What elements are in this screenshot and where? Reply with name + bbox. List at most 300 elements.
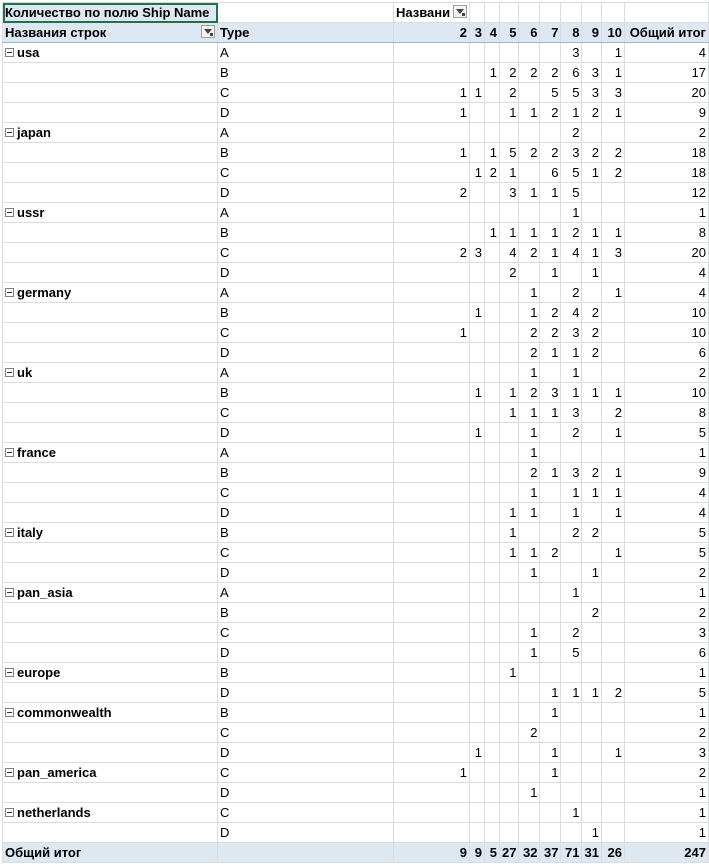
value-cell[interactable] [470, 683, 485, 703]
type-cell[interactable]: D [218, 183, 394, 203]
value-cell[interactable]: 1 [500, 383, 519, 403]
collapse-icon[interactable] [5, 768, 14, 777]
value-cell[interactable] [500, 443, 519, 463]
value-cell[interactable]: 5 [561, 83, 582, 103]
value-cell[interactable]: 3 [601, 83, 624, 103]
collapse-icon[interactable] [5, 588, 14, 597]
value-cell[interactable] [485, 403, 500, 423]
value-cell[interactable]: 1 [540, 703, 561, 723]
value-cell[interactable]: 1 [500, 163, 519, 183]
value-cell[interactable]: 2 [582, 103, 601, 123]
value-cell[interactable] [582, 723, 601, 743]
row-total-cell[interactable]: 4 [624, 43, 708, 63]
value-cell[interactable]: 2 [500, 263, 519, 283]
value-cell[interactable] [601, 783, 624, 803]
value-cell[interactable]: 1 [561, 503, 582, 523]
value-cell[interactable]: 1 [561, 343, 582, 363]
value-cell[interactable] [470, 363, 485, 383]
value-cell[interactable]: 1 [601, 43, 624, 63]
value-cell[interactable] [561, 563, 582, 583]
value-cell[interactable] [485, 243, 500, 263]
empty-cell[interactable] [3, 343, 218, 363]
value-cell[interactable] [582, 543, 601, 563]
value-cell[interactable] [470, 323, 485, 343]
value-cell[interactable] [485, 563, 500, 583]
value-cell[interactable] [500, 343, 519, 363]
row-filter-icon[interactable] [201, 25, 215, 38]
value-cell[interactable] [519, 703, 540, 723]
value-cell[interactable] [500, 563, 519, 583]
row-total-cell[interactable]: 4 [624, 283, 708, 303]
value-cell[interactable]: 2 [582, 323, 601, 343]
value-cell[interactable] [500, 603, 519, 623]
value-cell[interactable] [500, 763, 519, 783]
value-cell[interactable] [485, 303, 500, 323]
type-cell[interactable]: B [218, 663, 394, 683]
value-cell[interactable]: 1 [394, 763, 470, 783]
value-cell[interactable]: 5 [540, 83, 561, 103]
value-cell[interactable] [394, 723, 470, 743]
value-cell[interactable]: 1 [519, 543, 540, 563]
row-total-cell[interactable]: 10 [624, 303, 708, 323]
type-cell[interactable]: C [218, 763, 394, 783]
value-cell[interactable] [394, 503, 470, 523]
value-cell[interactable]: 1 [540, 763, 561, 783]
value-cell[interactable] [540, 443, 561, 463]
grand-total-sum[interactable]: 247 [624, 843, 708, 863]
value-cell[interactable]: 1 [519, 503, 540, 523]
value-cell[interactable]: 1 [470, 743, 485, 763]
grand-total-value[interactable]: 26 [601, 843, 624, 863]
value-cell[interactable]: 2 [540, 543, 561, 563]
value-cell[interactable]: 1 [601, 383, 624, 403]
value-cell[interactable] [582, 203, 601, 223]
type-cell[interactable]: D [218, 563, 394, 583]
value-cell[interactable]: 1 [601, 223, 624, 243]
value-cell[interactable]: 1 [582, 163, 601, 183]
value-cell[interactable] [470, 563, 485, 583]
value-cell[interactable] [485, 203, 500, 223]
value-cell[interactable] [485, 423, 500, 443]
value-cell[interactable] [540, 623, 561, 643]
value-cell[interactable]: 2 [601, 143, 624, 163]
row-total-cell[interactable]: 6 [624, 643, 708, 663]
value-cell[interactable]: 1 [470, 303, 485, 323]
value-cell[interactable] [500, 423, 519, 443]
value-cell[interactable]: 1 [394, 83, 470, 103]
value-cell[interactable]: 1 [582, 243, 601, 263]
country-cell-commonwealth[interactable] [3, 703, 218, 723]
value-cell[interactable] [540, 723, 561, 743]
row-total-cell[interactable]: 20 [624, 243, 708, 263]
column-header-3[interactable]: 3 [470, 23, 485, 43]
value-cell[interactable]: 1 [519, 623, 540, 643]
type-cell[interactable]: C [218, 163, 394, 183]
row-total-cell[interactable]: 1 [624, 203, 708, 223]
row-total-cell[interactable]: 8 [624, 403, 708, 423]
grand-total-value[interactable]: 9 [394, 843, 470, 863]
value-cell[interactable]: 3 [561, 323, 582, 343]
value-cell[interactable] [540, 483, 561, 503]
empty-cell[interactable] [3, 743, 218, 763]
value-cell[interactable]: 3 [561, 43, 582, 63]
empty-cell[interactable] [3, 183, 218, 203]
value-cell[interactable] [519, 583, 540, 603]
value-cell[interactable]: 1 [582, 223, 601, 243]
value-cell[interactable] [519, 263, 540, 283]
collapse-icon[interactable] [5, 288, 14, 297]
empty-cell[interactable] [3, 103, 218, 123]
value-cell[interactable]: 2 [540, 63, 561, 83]
value-cell[interactable]: 1 [500, 223, 519, 243]
value-cell[interactable] [500, 803, 519, 823]
value-cell[interactable]: 1 [519, 783, 540, 803]
value-cell[interactable] [470, 583, 485, 603]
value-cell[interactable] [470, 703, 485, 723]
type-cell[interactable]: C [218, 243, 394, 263]
value-cell[interactable] [394, 423, 470, 443]
row-total-cell[interactable]: 4 [624, 483, 708, 503]
row-total-cell[interactable]: 1 [624, 803, 708, 823]
collapse-icon[interactable] [5, 48, 14, 57]
grand-total-value[interactable]: 9 [470, 843, 485, 863]
value-cell[interactable]: 1 [500, 663, 519, 683]
type-cell[interactable]: C [218, 543, 394, 563]
value-cell[interactable]: 2 [519, 723, 540, 743]
row-total-cell[interactable]: 5 [624, 523, 708, 543]
value-cell[interactable]: 4 [561, 303, 582, 323]
empty-cell[interactable] [3, 623, 218, 643]
value-cell[interactable]: 2 [519, 463, 540, 483]
value-cell[interactable]: 1 [519, 283, 540, 303]
value-cell[interactable] [582, 783, 601, 803]
value-cell[interactable]: 1 [519, 223, 540, 243]
value-cell[interactable] [470, 63, 485, 83]
value-cell[interactable] [601, 643, 624, 663]
type-cell[interactable]: A [218, 203, 394, 223]
value-cell[interactable] [394, 563, 470, 583]
collapse-icon[interactable] [5, 448, 14, 457]
value-cell[interactable] [470, 783, 485, 803]
value-cell[interactable]: 1 [485, 143, 500, 163]
value-cell[interactable]: 1 [561, 683, 582, 703]
type-cell[interactable]: B [218, 523, 394, 543]
value-cell[interactable] [601, 723, 624, 743]
value-cell[interactable] [485, 123, 500, 143]
empty-cell[interactable] [3, 483, 218, 503]
value-cell[interactable] [601, 563, 624, 583]
value-cell[interactable] [485, 643, 500, 663]
value-cell[interactable] [485, 603, 500, 623]
type-cell[interactable]: B [218, 63, 394, 83]
row-labels-header[interactable] [3, 23, 218, 43]
type-cell[interactable]: D [218, 643, 394, 663]
value-cell[interactable] [519, 663, 540, 683]
value-cell[interactable] [470, 43, 485, 63]
value-cell[interactable] [561, 603, 582, 623]
value-cell[interactable]: 1 [601, 543, 624, 563]
type-cell[interactable]: C [218, 483, 394, 503]
value-cell[interactable]: 2 [519, 383, 540, 403]
value-cell[interactable] [500, 123, 519, 143]
row-total-cell[interactable]: 9 [624, 103, 708, 123]
country-cell-europe[interactable] [3, 663, 218, 683]
value-cell[interactable] [470, 803, 485, 823]
column-header-6[interactable]: 6 [519, 23, 540, 43]
value-cell[interactable]: 2 [582, 343, 601, 363]
type-cell[interactable]: B [218, 383, 394, 403]
value-cell[interactable] [582, 43, 601, 63]
value-cell[interactable] [519, 43, 540, 63]
value-cell[interactable] [500, 323, 519, 343]
value-cell[interactable] [582, 583, 601, 603]
value-cell[interactable] [540, 43, 561, 63]
value-cell[interactable]: 1 [470, 163, 485, 183]
value-cell[interactable]: 1 [582, 383, 601, 403]
row-total-cell[interactable]: 2 [624, 363, 708, 383]
value-cell[interactable]: 1 [540, 263, 561, 283]
value-cell[interactable] [540, 583, 561, 603]
value-cell[interactable]: 1 [601, 503, 624, 523]
value-cell[interactable]: 1 [582, 483, 601, 503]
type-cell[interactable]: D [218, 503, 394, 523]
value-cell[interactable]: 2 [519, 243, 540, 263]
type-cell[interactable]: D [218, 103, 394, 123]
value-cell[interactable] [394, 343, 470, 363]
value-cell[interactable]: 3 [540, 383, 561, 403]
value-cell[interactable] [485, 703, 500, 723]
value-cell[interactable] [601, 583, 624, 603]
country-cell-uk[interactable] [3, 363, 218, 383]
value-cell[interactable] [394, 63, 470, 83]
value-cell[interactable] [561, 663, 582, 683]
type-cell[interactable]: D [218, 683, 394, 703]
row-total-cell[interactable]: 2 [624, 563, 708, 583]
row-total-cell[interactable]: 17 [624, 63, 708, 83]
empty-cell[interactable] [3, 603, 218, 623]
value-cell[interactable]: 1 [582, 683, 601, 703]
value-cell[interactable]: 3 [561, 403, 582, 423]
type-cell[interactable]: A [218, 123, 394, 143]
value-cell[interactable] [519, 603, 540, 623]
value-cell[interactable]: 2 [582, 143, 601, 163]
value-cell[interactable]: 1 [540, 183, 561, 203]
value-cell[interactable] [470, 103, 485, 123]
value-cell[interactable] [470, 483, 485, 503]
value-cell[interactable] [470, 603, 485, 623]
type-cell[interactable]: D [218, 263, 394, 283]
value-cell[interactable]: 1 [540, 463, 561, 483]
row-total-cell[interactable]: 1 [624, 443, 708, 463]
empty-cell[interactable] [3, 63, 218, 83]
value-cell[interactable]: 1 [519, 303, 540, 323]
row-total-cell[interactable]: 9 [624, 463, 708, 483]
value-cell[interactable] [470, 723, 485, 743]
value-cell[interactable] [540, 523, 561, 543]
value-cell[interactable]: 2 [601, 683, 624, 703]
value-cell[interactable] [519, 523, 540, 543]
value-cell[interactable] [485, 483, 500, 503]
value-cell[interactable]: 3 [582, 63, 601, 83]
column-field-header[interactable] [394, 3, 470, 23]
value-cell[interactable]: 2 [561, 123, 582, 143]
value-cell[interactable]: 5 [561, 643, 582, 663]
value-cell[interactable]: 1 [519, 483, 540, 503]
value-cell[interactable]: 1 [519, 403, 540, 423]
row-total-cell[interactable]: 18 [624, 143, 708, 163]
value-cell[interactable] [394, 783, 470, 803]
value-cell[interactable] [394, 363, 470, 383]
empty-cell[interactable] [3, 783, 218, 803]
value-cell[interactable]: 1 [470, 383, 485, 403]
value-cell[interactable] [519, 83, 540, 103]
value-cell[interactable] [500, 303, 519, 323]
value-cell[interactable] [540, 283, 561, 303]
value-cell[interactable] [394, 283, 470, 303]
value-cell[interactable] [470, 403, 485, 423]
empty-cell[interactable] [218, 843, 394, 863]
empty-cell[interactable] [519, 3, 540, 23]
value-cell[interactable] [601, 823, 624, 843]
value-cell[interactable] [601, 343, 624, 363]
value-cell[interactable]: 1 [582, 563, 601, 583]
value-cell[interactable] [470, 623, 485, 643]
value-cell[interactable] [500, 483, 519, 503]
empty-cell[interactable] [624, 3, 708, 23]
type-cell[interactable]: A [218, 583, 394, 603]
value-cell[interactable] [485, 803, 500, 823]
empty-cell[interactable] [3, 163, 218, 183]
value-cell[interactable] [601, 303, 624, 323]
value-cell[interactable] [582, 763, 601, 783]
type-cell[interactable]: B [218, 223, 394, 243]
value-cell[interactable] [485, 183, 500, 203]
value-cell[interactable] [582, 803, 601, 823]
value-cell[interactable] [394, 303, 470, 323]
value-cell[interactable]: 1 [519, 103, 540, 123]
value-cell[interactable] [485, 723, 500, 743]
value-cell[interactable]: 2 [582, 303, 601, 323]
value-cell[interactable]: 1 [540, 743, 561, 763]
value-cell[interactable] [470, 643, 485, 663]
type-cell[interactable]: C [218, 403, 394, 423]
value-cell[interactable] [500, 583, 519, 603]
country-cell-italy[interactable] [3, 523, 218, 543]
value-cell[interactable]: 2 [394, 183, 470, 203]
value-cell[interactable] [500, 623, 519, 643]
value-cell[interactable] [485, 503, 500, 523]
value-cell[interactable]: 3 [561, 463, 582, 483]
value-cell[interactable] [500, 43, 519, 63]
value-cell[interactable] [500, 703, 519, 723]
country-cell-pan_asia[interactable] [3, 583, 218, 603]
value-cell[interactable] [470, 203, 485, 223]
value-cell[interactable] [540, 643, 561, 663]
value-cell[interactable]: 1 [601, 463, 624, 483]
value-cell[interactable] [561, 763, 582, 783]
value-cell[interactable]: 2 [485, 163, 500, 183]
row-total-cell[interactable]: 10 [624, 323, 708, 343]
value-cell[interactable] [561, 723, 582, 743]
column-header-10[interactable]: 10 [601, 23, 624, 43]
value-cell[interactable]: 1 [540, 683, 561, 703]
value-cell[interactable] [485, 343, 500, 363]
value-cell[interactable] [470, 343, 485, 363]
type-header[interactable]: Type [218, 23, 394, 43]
value-cell[interactable] [394, 383, 470, 403]
value-cell[interactable] [485, 783, 500, 803]
value-cell[interactable] [519, 163, 540, 183]
empty-cell[interactable] [3, 463, 218, 483]
value-cell[interactable]: 1 [561, 583, 582, 603]
value-cell[interactable]: 5 [561, 183, 582, 203]
value-cell[interactable]: 1 [519, 643, 540, 663]
grand-total-value[interactable]: 31 [582, 843, 601, 863]
value-cell[interactable] [500, 203, 519, 223]
value-cell[interactable] [519, 743, 540, 763]
row-total-cell[interactable]: 2 [624, 123, 708, 143]
country-cell-japan[interactable] [3, 123, 218, 143]
type-cell[interactable]: B [218, 303, 394, 323]
value-cell[interactable] [582, 443, 601, 463]
value-cell[interactable] [601, 523, 624, 543]
empty-cell[interactable] [500, 3, 519, 23]
type-cell[interactable]: D [218, 743, 394, 763]
type-cell[interactable]: B [218, 603, 394, 623]
value-cell[interactable]: 1 [582, 823, 601, 843]
value-cell[interactable] [561, 743, 582, 763]
collapse-icon[interactable] [5, 808, 14, 817]
row-total-cell[interactable]: 5 [624, 423, 708, 443]
grand-total-header[interactable]: Общий итог [624, 23, 708, 43]
empty-cell[interactable] [3, 263, 218, 283]
empty-cell[interactable] [3, 323, 218, 343]
value-cell[interactable]: 1 [519, 183, 540, 203]
value-cell[interactable]: 1 [601, 743, 624, 763]
type-cell[interactable]: D [218, 423, 394, 443]
value-cell[interactable]: 1 [500, 103, 519, 123]
value-cell[interactable] [500, 683, 519, 703]
type-cell[interactable]: A [218, 43, 394, 63]
empty-cell[interactable] [3, 503, 218, 523]
row-total-cell[interactable]: 1 [624, 783, 708, 803]
empty-cell[interactable] [3, 543, 218, 563]
value-cell[interactable] [601, 323, 624, 343]
value-cell[interactable] [394, 403, 470, 423]
value-cell[interactable]: 1 [601, 483, 624, 503]
type-cell[interactable]: D [218, 783, 394, 803]
value-cell[interactable] [394, 803, 470, 823]
row-total-cell[interactable]: 2 [624, 723, 708, 743]
value-cell[interactable]: 1 [500, 523, 519, 543]
grand-total-value[interactable]: 37 [540, 843, 561, 863]
value-cell[interactable]: 1 [519, 443, 540, 463]
value-cell[interactable]: 1 [394, 103, 470, 123]
empty-cell[interactable] [3, 423, 218, 443]
value-cell[interactable]: 1 [500, 543, 519, 563]
value-cell[interactable] [470, 283, 485, 303]
value-cell[interactable]: 2 [561, 223, 582, 243]
row-total-cell[interactable]: 8 [624, 223, 708, 243]
value-cell[interactable] [582, 643, 601, 663]
value-cell[interactable] [485, 283, 500, 303]
row-total-cell[interactable]: 1 [624, 583, 708, 603]
value-cell[interactable]: 1 [561, 103, 582, 123]
row-total-cell[interactable]: 10 [624, 383, 708, 403]
value-cell[interactable] [485, 663, 500, 683]
value-cell[interactable] [582, 283, 601, 303]
value-cell[interactable] [394, 743, 470, 763]
